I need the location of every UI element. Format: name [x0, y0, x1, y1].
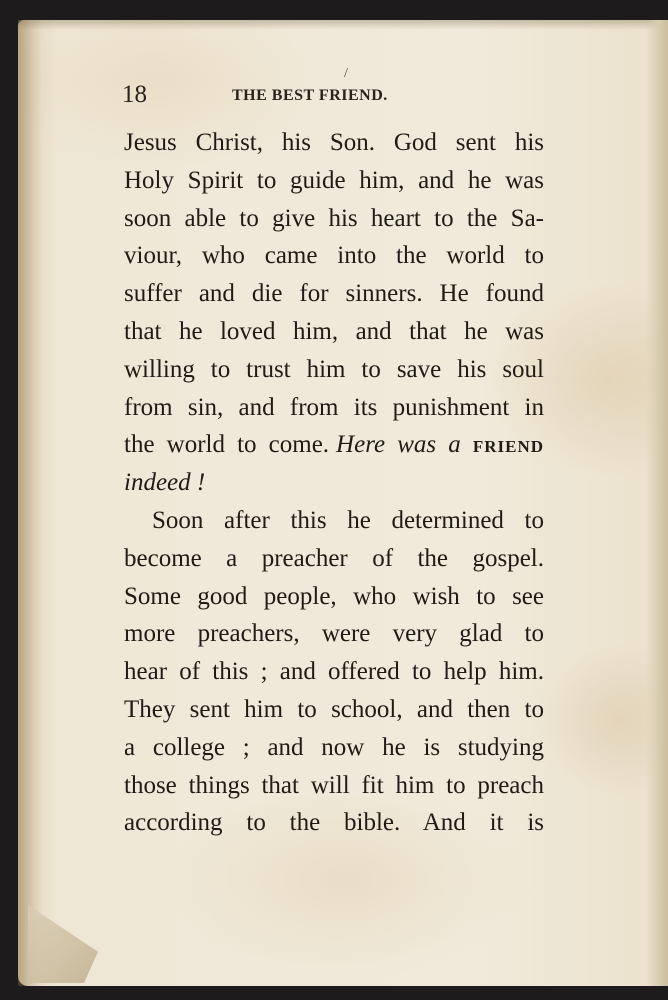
page-number: 18: [122, 81, 147, 108]
small-caps-word: FRIEND: [472, 437, 545, 457]
page-edge: [646, 20, 668, 986]
text-line-mixed: [124, 426, 544, 464]
binding-shadow: [18, 20, 42, 986]
text-segment: the world to come.: [124, 431, 330, 459]
page-top-shadow: [18, 20, 668, 30]
text-line: more preachers, were very glad to: [124, 620, 544, 648]
text-line: hear of this ; and offered to help him.: [124, 658, 544, 686]
text-line: according to the bible. And it is: [124, 809, 544, 837]
text-line: become a preacher of the gospel.: [124, 544, 544, 572]
text-line: suffer and die for sinners. He found: [124, 280, 544, 308]
running-head: THE BEST FRIEND.: [232, 87, 388, 104]
italic-phrase: Here was a: [336, 431, 461, 459]
paragraph-start-line: Soon after this he determined to: [152, 506, 544, 534]
text-line: a college ; and now he is studying: [124, 733, 544, 761]
text-line: soon able to give his heart to the Sa-: [124, 204, 544, 232]
text-line: those things that will fit him to preach: [124, 771, 544, 799]
text-line: viour, who came into the world to: [124, 242, 544, 270]
text-line: that he loved him, and that he was: [124, 317, 544, 345]
text-line-italic: indeed !: [124, 469, 206, 497]
text-line: from sin, and from its punishment in: [124, 393, 544, 421]
text-line: Some good people, who wish to see: [124, 582, 544, 610]
text-line: Holy Spirit to guide him, and he was: [124, 166, 544, 194]
text-line: Jesus Christ, his Son. God sent his: [124, 129, 544, 156]
text-line: They sent him to school, and then to: [124, 695, 544, 723]
page-header: [122, 66, 552, 110]
page-body-text: [124, 124, 544, 842]
text-line: willing to trust him to save his soul: [124, 355, 544, 383]
pencil-tick-mark: /: [344, 66, 348, 81]
